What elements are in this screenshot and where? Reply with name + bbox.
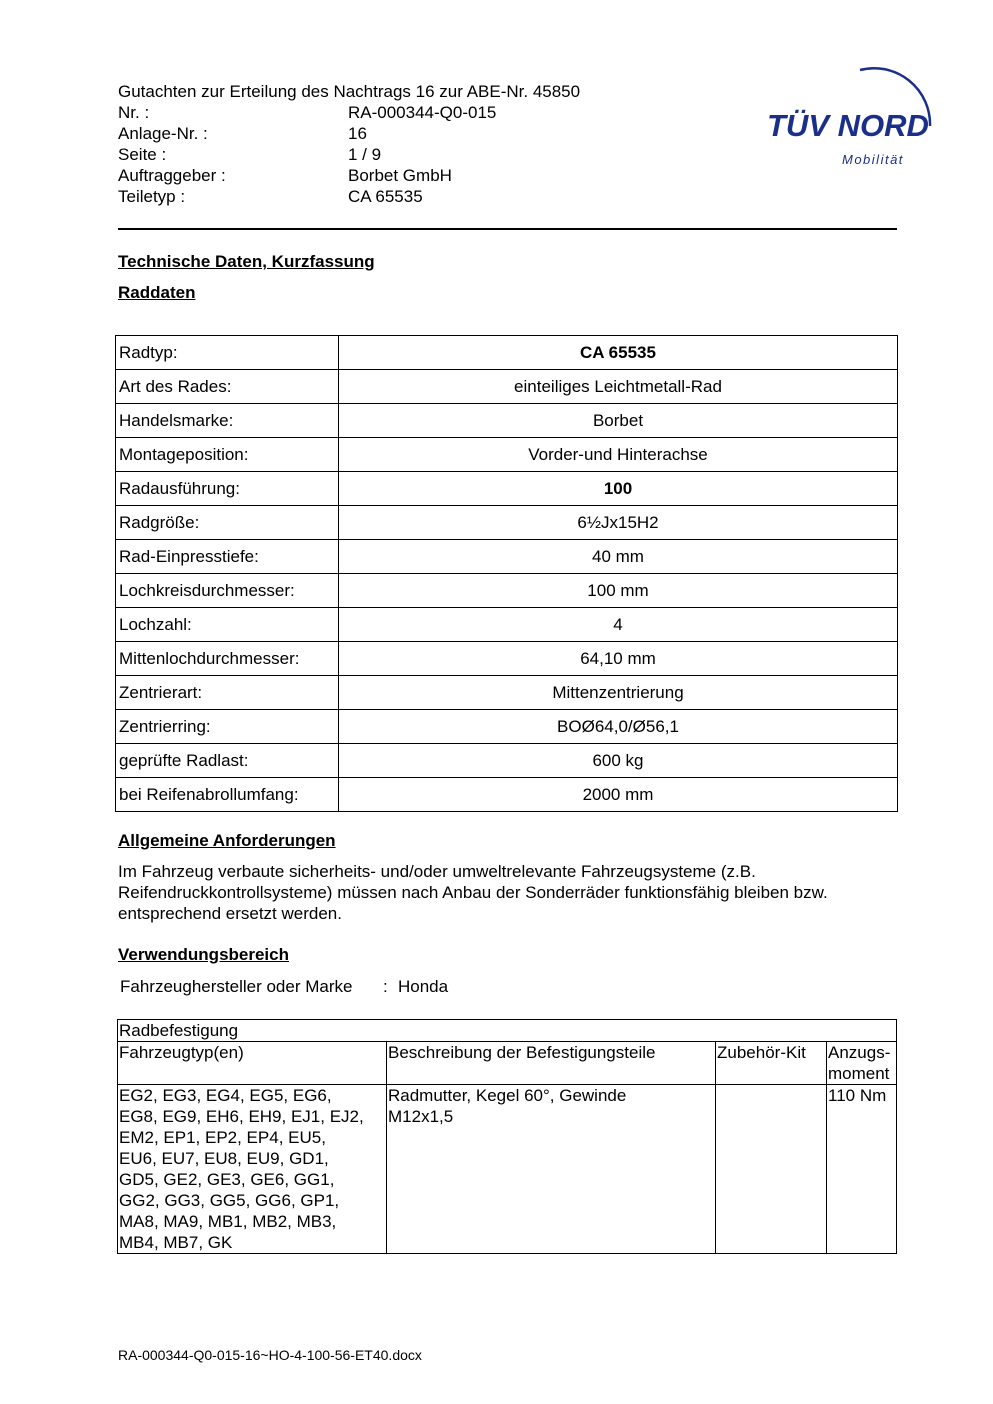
spec-label: Lochkreisdurchmesser: xyxy=(116,574,339,608)
section-raddaten: Raddaten xyxy=(118,283,196,302)
rad-cell-torque: 110 Nm xyxy=(827,1085,897,1254)
spec-value: CA 65535 xyxy=(339,336,898,370)
spec-label: bei Reifenabrollumfang: xyxy=(116,778,339,812)
table-row xyxy=(116,778,898,812)
table-row xyxy=(116,710,898,744)
section-technical: Technische Daten, Kurzfassung xyxy=(118,252,375,271)
spec-label: Zentrierring: xyxy=(116,710,339,744)
table-row xyxy=(116,540,898,574)
tuv-nord-logo-graphic xyxy=(762,58,942,173)
rad-table-title: Radbefestigung xyxy=(118,1020,897,1042)
table-row xyxy=(116,370,898,404)
rad-header-torque-line1: Anzugs- xyxy=(828,1043,891,1062)
header-value-auftraggeber: Borbet GmbH xyxy=(348,166,452,185)
table-row xyxy=(116,676,898,710)
table-row xyxy=(116,336,898,370)
description-line: M12x1,5 xyxy=(388,1107,454,1126)
rad-header-types: Fahrzeugtyp(en) xyxy=(118,1042,387,1085)
vehicle-types-line: MB4, MB7, GK xyxy=(119,1233,233,1252)
spec-label: Radgröße: xyxy=(116,506,339,540)
rad-cell-types xyxy=(118,1085,387,1254)
vehicle-types-line: GD5, GE2, GE3, GE6, GG1, xyxy=(119,1170,335,1189)
rad-cell-kit xyxy=(716,1085,827,1254)
logo-subtitle: Mobilität xyxy=(842,152,904,167)
table-row xyxy=(116,744,898,778)
table-row xyxy=(116,404,898,438)
vehicle-types-line: EM2, EP1, EP2, EP4, EU5, xyxy=(119,1128,326,1147)
vehicle-types-line: EG2, EG3, EG4, EG5, EG6, xyxy=(119,1086,332,1105)
table-row xyxy=(116,642,898,676)
header-label-teiletyp: Teiletyp : xyxy=(118,187,186,206)
spec-value: 40 mm xyxy=(339,540,898,574)
spec-label: geprüfte Radlast: xyxy=(116,744,339,778)
vehicle-types-line: EG8, EG9, EH6, EH9, EJ1, EJ2, xyxy=(119,1107,364,1126)
table-row xyxy=(116,574,898,608)
spec-label: Radtyp: xyxy=(116,336,339,370)
spec-label: Radausführung: xyxy=(116,472,339,506)
rad-header-torque xyxy=(827,1042,897,1085)
header-value-nr: RA-000344-Q0-015 xyxy=(348,103,497,122)
manufacturer-separator: : xyxy=(383,977,388,996)
header-label-anlage: Anlage-Nr. : xyxy=(118,124,208,143)
spec-label: Montageposition: xyxy=(116,438,339,472)
header-label-auftraggeber: Auftraggeber : xyxy=(118,166,226,185)
footer-filename: RA-000344-Q0-015-16~HO-4-100-56-ET40.docx xyxy=(118,1347,422,1363)
spec-value: 6½Jx15H2 xyxy=(339,506,898,540)
header-value-anlage: 16 xyxy=(348,124,367,143)
section-allgemein: Allgemeine Anforderungen xyxy=(118,831,336,850)
spec-value: Vorder-und Hinterachse xyxy=(339,438,898,472)
table-row xyxy=(116,472,898,506)
logo-brand: TÜV NORD xyxy=(767,108,929,143)
report-title: Gutachten zur Erteilung des Nachtrags 16 zur ABE-Nr. 45850 xyxy=(118,82,581,101)
header-value-teiletyp: CA 65535 xyxy=(348,187,423,206)
radbefestigung-table xyxy=(117,1019,897,1254)
vehicle-types-line: MA8, MA9, MB1, MB2, MB3, xyxy=(119,1212,337,1231)
spec-label: Lochzahl: xyxy=(116,608,339,642)
wheel-spec-table xyxy=(115,335,898,812)
vehicle-types-line: EU6, EU7, EU8, EU9, GD1, xyxy=(119,1149,329,1168)
spec-label: Rad-Einpresstiefe: xyxy=(116,540,339,574)
rad-header-description: Beschreibung der Befestigungsteile xyxy=(387,1042,716,1085)
spec-value: Borbet xyxy=(339,404,898,438)
description-line: Radmutter, Kegel 60°, Gewinde xyxy=(388,1086,627,1105)
header-label-seite: Seite : xyxy=(118,145,167,164)
spec-value: 4 xyxy=(339,608,898,642)
rad-header-torque-line2: moment xyxy=(828,1064,890,1083)
spec-value: 100 xyxy=(339,472,898,506)
spec-label: Zentrierart: xyxy=(116,676,339,710)
spec-value: 2000 mm xyxy=(339,778,898,812)
section-verwendung: Verwendungsbereich xyxy=(118,945,289,964)
spec-label: Art des Rades: xyxy=(116,370,339,404)
spec-value: 600 kg xyxy=(339,744,898,778)
table-row xyxy=(118,1085,897,1254)
rad-header-kit: Zubehör-Kit xyxy=(716,1042,827,1085)
allgemein-paragraph: Im Fahrzeug verbaute sicherheits- und/oder umweltrelevante Fahrzeugsysteme (z.B. Reifendruckkontrollsysteme) müssen nach Anbau der Sonderräder funktionsfähig bleiben bzw. entsprechend ersetzt werden. xyxy=(118,862,828,923)
table-row xyxy=(116,438,898,472)
spec-label: Handelsmarke: xyxy=(116,404,339,438)
spec-value: BOØ64,0/Ø56,1 xyxy=(339,710,898,744)
spec-value: 100 mm xyxy=(339,574,898,608)
header-value-seite: 1 / 9 xyxy=(348,145,382,164)
table-row xyxy=(116,506,898,540)
manufacturer-label: Fahrzeughersteller oder Marke xyxy=(120,977,353,996)
vehicle-types-line: GG2, GG3, GG5, GG6, GP1, xyxy=(119,1191,340,1210)
rad-table-header-row xyxy=(118,1042,897,1085)
spec-value: 64,10 mm xyxy=(339,642,898,676)
spec-value: einteiliges Leichtmetall-Rad xyxy=(339,370,898,404)
rad-cell-description xyxy=(387,1085,716,1254)
header-divider xyxy=(118,228,897,230)
spec-value: Mittenzentrierung xyxy=(339,676,898,710)
header-label-nr: Nr. : xyxy=(118,103,150,122)
manufacturer-value: Honda xyxy=(398,977,449,996)
tuv-nord-logo xyxy=(762,58,942,173)
spec-label: Mittenlochdurchmesser: xyxy=(116,642,339,676)
table-row xyxy=(116,608,898,642)
